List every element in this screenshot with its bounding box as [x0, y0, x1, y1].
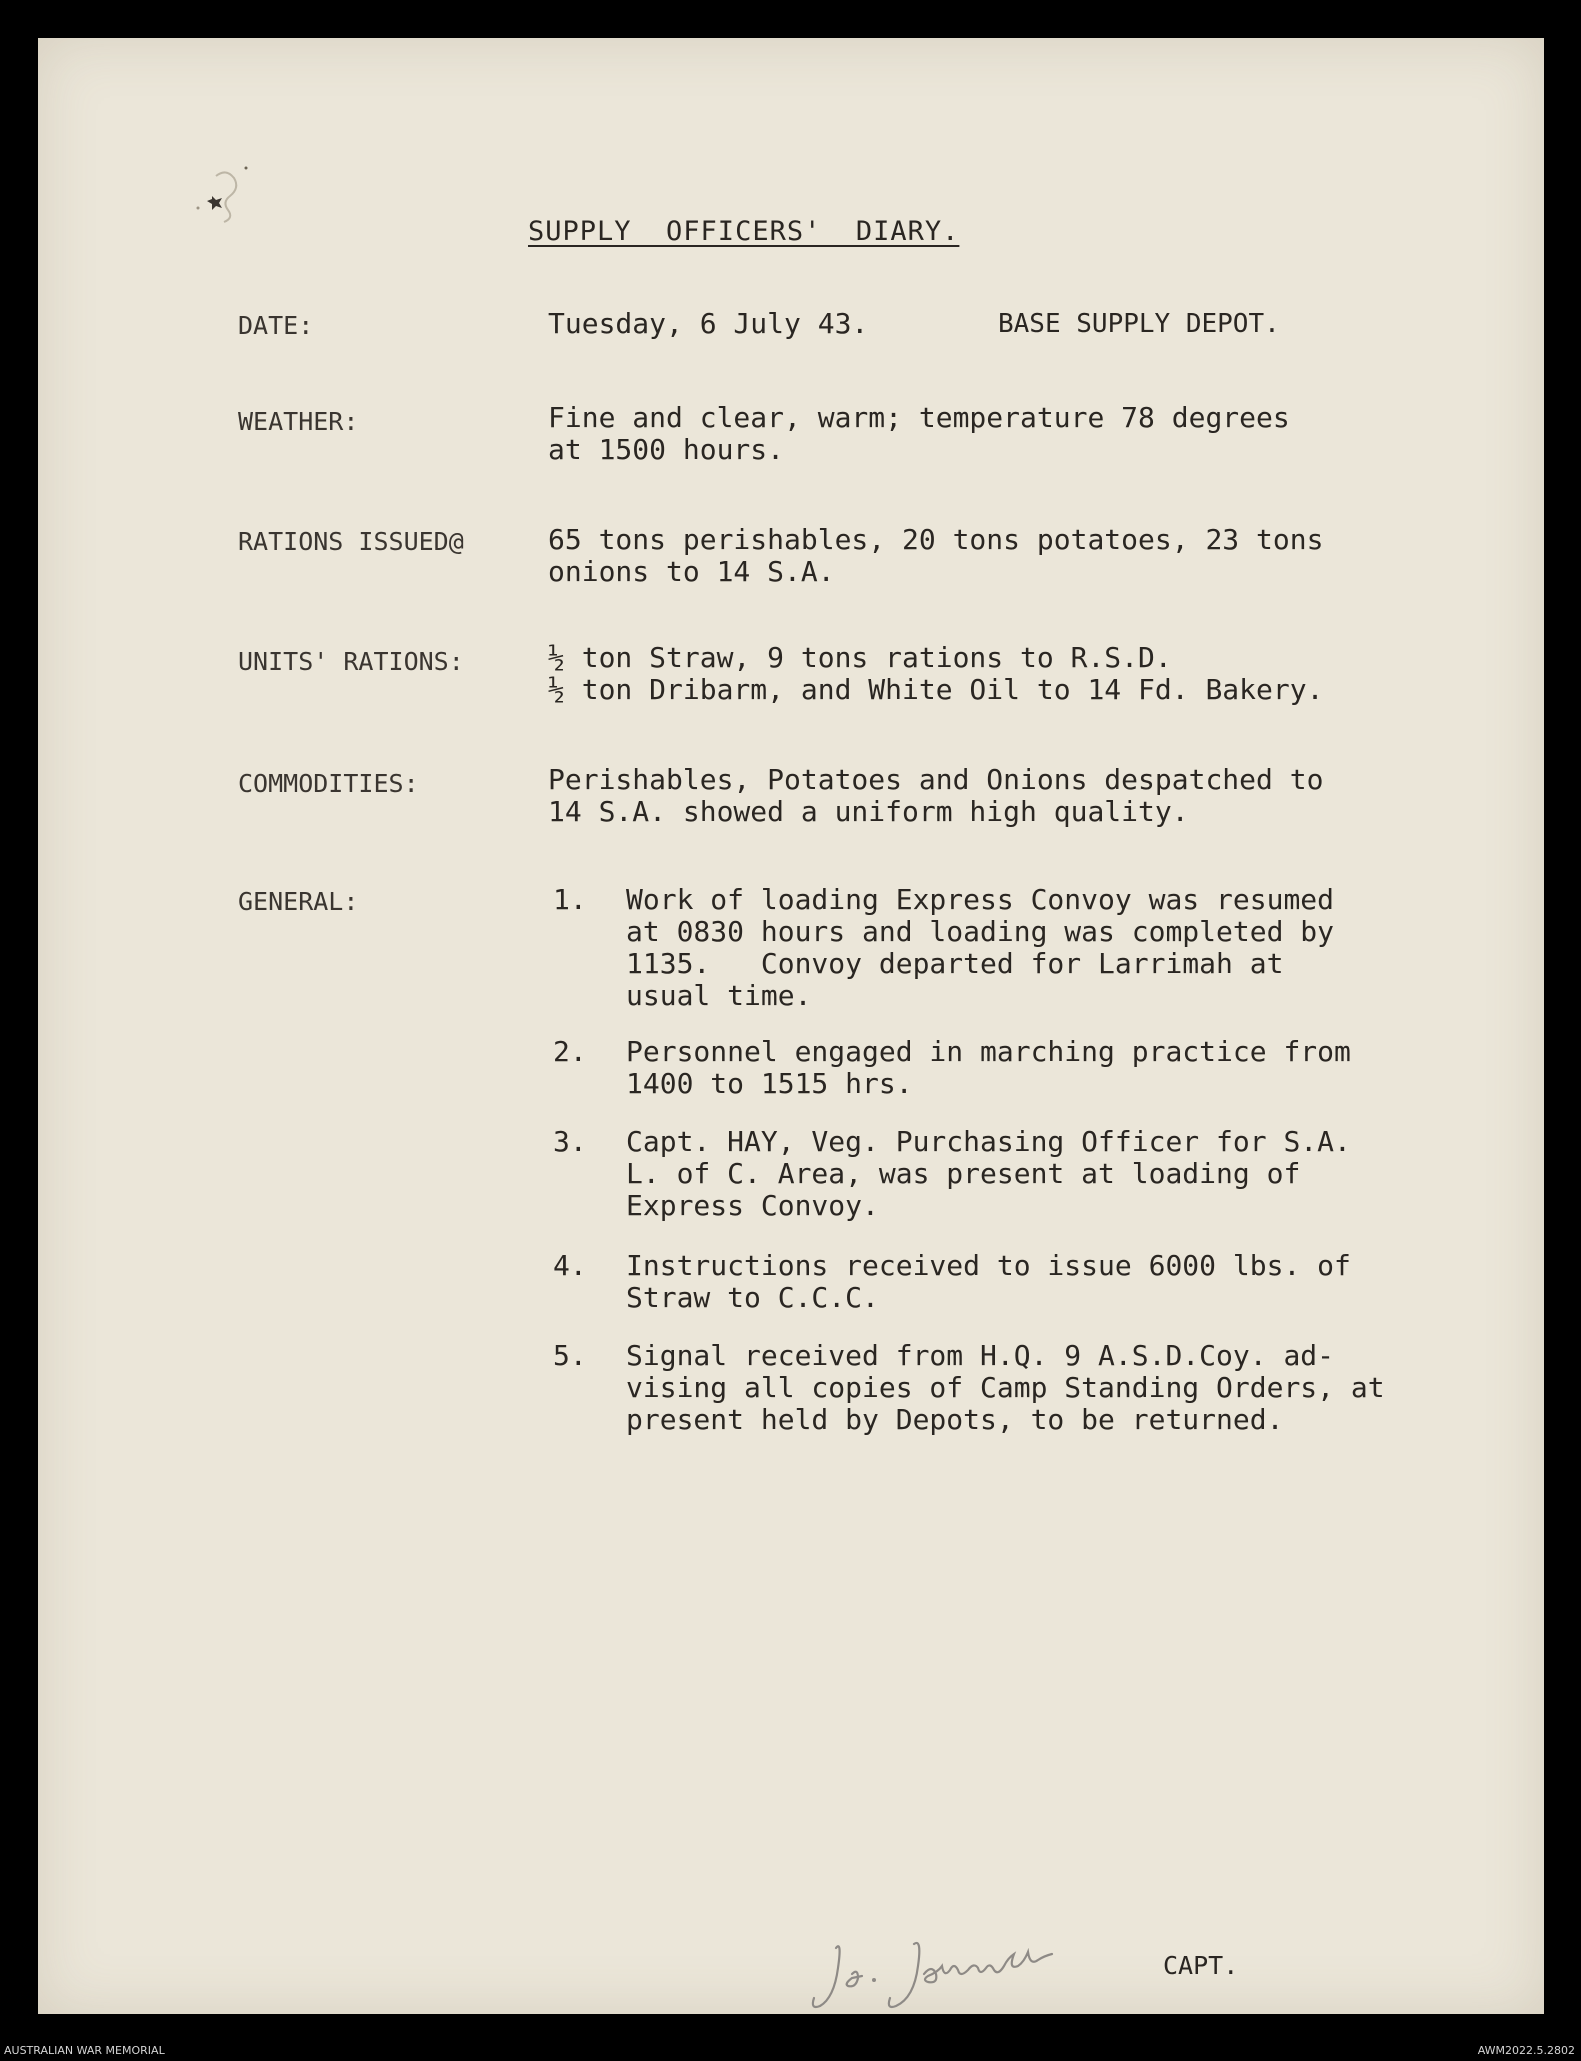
- document-title: SUPPLY OFFICERS' DIARY.: [528, 216, 960, 247]
- general-item-line: Work of loading Express Convoy was resumed: [626, 883, 1335, 916]
- diary-page: [38, 38, 1544, 2014]
- weather-line: at 1500 hours.: [548, 433, 785, 466]
- general-item-line: L. of C. Area, was present at loading of: [626, 1157, 1301, 1190]
- weather-label: WEATHER:: [238, 407, 359, 436]
- general-item-line: Straw to C.C.C.: [626, 1281, 879, 1314]
- archive-credit: AUSTRALIAN WAR MEMORIAL: [4, 2044, 165, 2057]
- general-item-line: usual time.: [626, 979, 812, 1012]
- general-item-number: 1.: [553, 883, 587, 916]
- archive-reference: AWM2022.5.2802: [1477, 2044, 1575, 2057]
- general-label: GENERAL:: [238, 887, 359, 916]
- commodities-line: Perishables, Potatoes and Onions despatched to: [548, 763, 1324, 796]
- general-item-line: vising all copies of Camp Standing Orders, at: [626, 1371, 1385, 1404]
- general-item-line: Signal received from H.Q. 9 A.S.D.Coy. ad-: [626, 1339, 1335, 1372]
- date-value: Tuesday, 6 July 43.: [548, 307, 869, 340]
- rations-issued-label: RATIONS ISSUED@: [238, 527, 464, 556]
- staple-mark-icon: [186, 156, 256, 236]
- general-item-line: 1135. Convoy departed for Larrimah at: [626, 947, 1284, 980]
- rations-issued-line: onions to 14 S.A.: [548, 555, 835, 588]
- general-item-line: Personnel engaged in marching practice from: [626, 1035, 1351, 1068]
- signatory-rank: CAPT.: [1163, 1951, 1239, 1980]
- general-item-line: Express Convoy.: [626, 1189, 879, 1222]
- general-item-number: 4.: [553, 1249, 587, 1282]
- general-item-number: 2.: [553, 1035, 587, 1068]
- general-item-number: 3.: [553, 1125, 587, 1158]
- date-label: DATE:: [238, 311, 314, 340]
- commodities-label: COMMODITIES:: [238, 769, 419, 798]
- general-item-line: Instructions received to issue 6000 lbs. of: [626, 1249, 1351, 1282]
- weather-line: Fine and clear, warm; temperature 78 degrees: [548, 401, 1290, 434]
- handwritten-signature: [804, 1930, 1164, 2020]
- general-item-line: Capt. HAY, Veg. Purchasing Officer for S.A.: [626, 1125, 1351, 1158]
- unit-name: BASE SUPPLY DEPOT.: [998, 309, 1280, 339]
- general-item-line: at 0830 hours and loading was completed by: [626, 915, 1335, 948]
- units-rations-line: ½ ton Straw, 9 tons rations to R.S.D.: [548, 641, 1172, 674]
- general-item-line: present held by Depots, to be returned.: [626, 1403, 1284, 1436]
- units-rations-label: UNITS' RATIONS:: [238, 647, 464, 676]
- general-item-number: 5.: [553, 1339, 587, 1372]
- commodities-line: 14 S.A. showed a uniform high quality.: [548, 795, 1189, 828]
- general-item-line: 1400 to 1515 hrs.: [626, 1067, 913, 1100]
- units-rations-line: ½ ton Dribarm, and White Oil to 14 Fd. Bakery.: [548, 673, 1324, 706]
- rations-issued-line: 65 tons perishables, 20 tons potatoes, 23 tons: [548, 523, 1324, 556]
